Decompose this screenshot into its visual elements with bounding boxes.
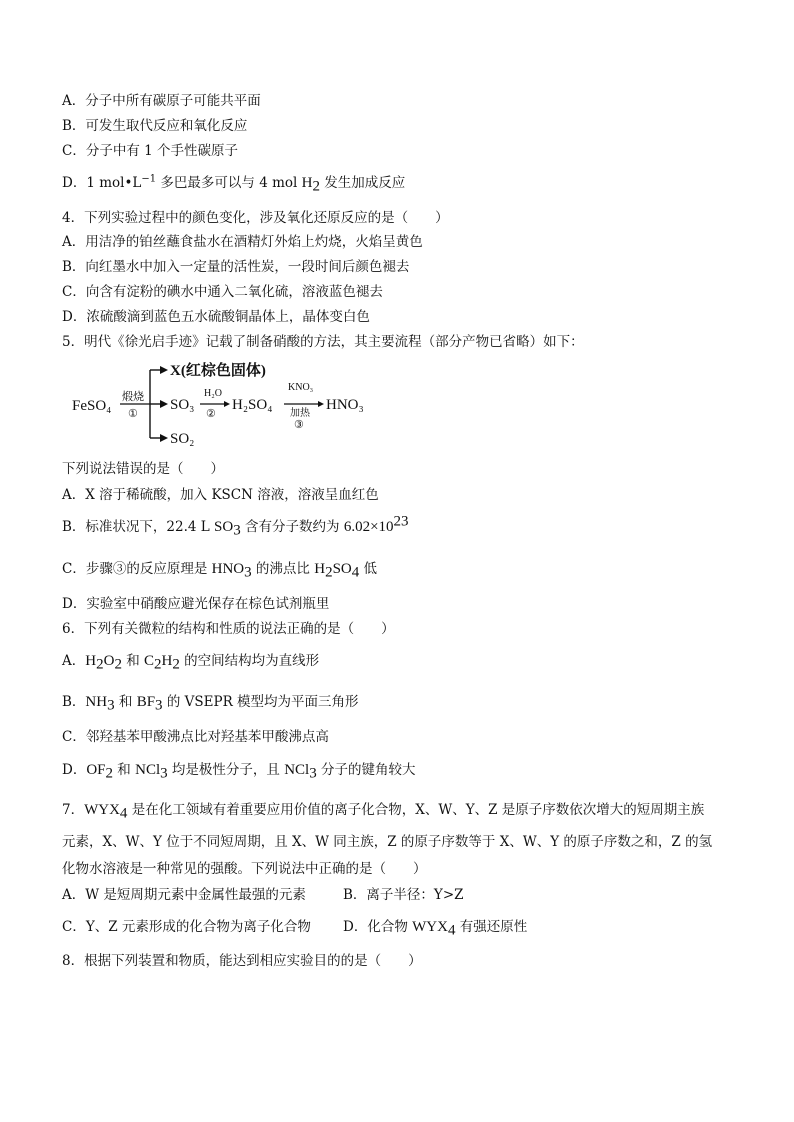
q7-stem-line1: 7．$WYX_4$ 是在化工领域有着重要应用价值的离子化合物，X、W、Y、Z 是原子序数依次增大的短周期主族 [62,802,705,822]
flow-product-so2: SO₂ [170,431,195,447]
q5-option-d: D．实验室中硝酸应避光保存在棕色试剂瓶里 [62,596,330,612]
q5-stem: 5．明代《徐光启手迹》记载了制备硝酸的方法，其主要流程（部分产物已省略）如下： [62,334,584,350]
q6-option-b: B．$NH_3$ 和 $BF_3$ 的 VSEPR 模型均为平面三角形 [62,694,359,714]
flow-step3-label: KNO₃ [288,382,314,393]
q4-option-b: B．向红墨水中加入一定量的活性炭，一段时间后颜色褪去 [62,259,410,275]
flow-step1-label: 煅烧 [122,391,144,403]
q4-stem: 4．下列实验过程中的颜色变化，涉及氧化还原反应的是（ ） [62,210,449,226]
flow-step1-num: ① [128,408,138,420]
q5-flow-diagram [62,352,382,452]
flow-arrowhead-so3 [160,400,168,408]
flow-step2-num: ② [206,408,216,420]
flow-reactant: FeSO₄ [72,398,112,414]
q6-option-a: A．$H_2O_2$ 和 $C_2H_2$ 的空间结构均为直线形 [62,653,320,673]
q7-stem-line2: 元素，X、W、Y 位于不同短周期，且 X、W 同主族，Z 的原子序数等于 X、W、Y 的原子序数之和，Z 的氢 [62,834,713,850]
q5-option-c: C．步骤③的反应原理是 $HNO_3$ 的沸点比 $H_2SO_4$ 低 [62,561,378,581]
q4-option-a: A．用洁净的铂丝蘸食盐水在酒精灯外焰上灼烧，火焰呈黄色 [62,234,423,250]
q7-option-c: C．Y、Z 元素形成的化合物为离子化合物 [62,919,311,935]
q5-option-b: B．标准状况下，22.4 L $SO_3$ 含有分子数约为 $6.02\times 10^{23}$ [62,513,409,539]
q3-option-b: B．可发生取代反应和氧化反应 [62,118,248,134]
q8-stem: 8．根据下列装置和物质，能达到相应实验目的的是（ ） [62,953,422,969]
q7-option-a: A．W 是短周期元素中金属性最强的元素 [62,887,306,903]
q3-option-d: D．1 $mol•L^{-1}$ 多巴最多可以与 4 mol $H_2$ 发生加成反应 [62,173,406,195]
q7-stem-line3: 化物水溶液是一种常见的强酸。下列说法中正确的是（ ） [62,861,427,877]
q6-stem: 6．下列有关微粒的结构和性质的说法正确的是（ ） [62,621,395,637]
q4-option-c: C．向含有淀粉的碘水中通入二氧化硫，溶液蓝色褪去 [62,284,383,300]
flow-step3-num: ③ [294,419,304,431]
flow-step2-label: H₂O [204,388,222,399]
flow-step3-heat: 加热 [290,408,310,419]
q3-option-a: A．分子中所有碳原子可能共平面 [62,93,261,109]
flow-product-so3: SO₃ [170,397,195,413]
flow-arrowhead-x [160,366,168,374]
q5-question: 下列说法错误的是（ ） [62,461,224,477]
q6-option-c: C．邻羟基苯甲酸沸点比对羟基苯甲酸沸点高 [62,729,329,745]
q5-option-a: A．X 溶于稀硫酸，加入 KSCN 溶液，溶液呈血红色 [62,487,379,503]
q4-option-d: D．浓硫酸滴到蓝色五水硫酸铜晶体上，晶体变白色 [62,309,370,325]
q6-option-d: D．$OF_2$ 和 NCl$_3$ 均是极性分子，且 NCl$_3$ 分子的键角较大 [62,762,416,782]
flow-product-x: X(红棕色固体) [170,363,266,379]
flow-arrowhead-so2 [160,434,168,442]
flow-h2so4: H₂SO₄ [232,397,273,413]
q3-option-c: C．分子中有 1 个手性碳原子 [62,143,239,159]
q7-option-b: B．离子半径：Y>Z [343,887,464,903]
q7-option-d: D．化合物 $WYX_4$ 有强还原性 [343,919,528,939]
flow-hno3: HNO₃ [326,397,364,413]
